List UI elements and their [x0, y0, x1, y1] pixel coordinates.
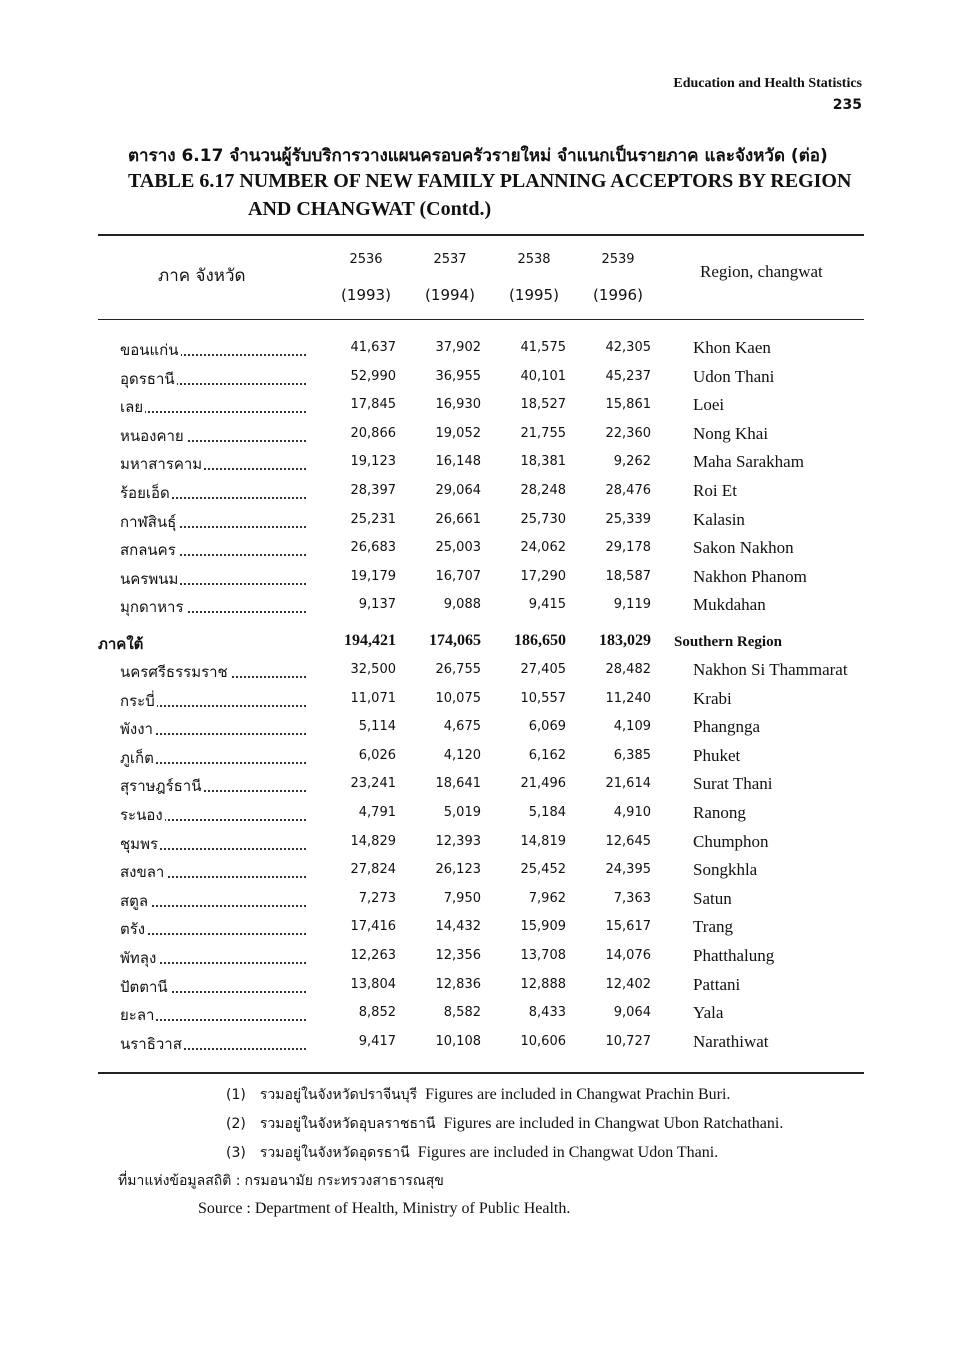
source-thai-text: กรมอนามัย กระทรวงสาธารณสุข	[244, 1173, 444, 1189]
footnote-mark: (1)	[226, 1087, 246, 1103]
value-cell: 17,416	[350, 919, 396, 935]
footnote-mark: (3)	[226, 1145, 246, 1161]
value-cell: 25,730	[520, 511, 566, 527]
changwat-eng: Phangnga	[693, 717, 761, 737]
value-cell: 28,248	[520, 483, 566, 498]
value-cell: 29,178	[605, 540, 651, 556]
value-cell: 9,137	[358, 597, 396, 613]
region-total-row	[0, 632, 966, 660]
table-row	[0, 452, 966, 480]
changwat-thai	[120, 424, 186, 448]
table-row	[0, 660, 966, 688]
changwat-thai	[120, 774, 203, 798]
value-cell: 26,683	[350, 540, 396, 556]
changwat-eng: Ranong	[693, 803, 746, 822]
value-cell: 15,861	[605, 397, 651, 413]
footnote-thai: รวมอยู่ในจังหวัดปราจีนบุรี	[259, 1087, 418, 1103]
value-cell: 25,003	[435, 540, 481, 556]
value-cell: 40,101	[520, 368, 566, 384]
leader-dots	[120, 395, 306, 417]
value-cell: 26,755	[435, 662, 481, 677]
year-header-be: 2537	[433, 252, 467, 267]
value-cell: 7,363	[613, 890, 651, 906]
value-cell: 45,237	[605, 368, 651, 384]
table-top-rule	[98, 234, 864, 236]
value-cell: 12,888	[520, 976, 566, 992]
changwat-thai-label: เลย	[120, 398, 144, 417]
value-cell: 7,950	[443, 890, 481, 906]
value-cell: 14,829	[350, 833, 396, 849]
value-cell: 21,614	[605, 776, 651, 792]
value-cell: 28,482	[605, 662, 651, 677]
changwat-thai-label: มุกดาหาร	[120, 598, 184, 617]
changwat-thai	[120, 481, 172, 505]
source-thai-line	[118, 1170, 444, 1192]
value-cell: 13,708	[520, 948, 566, 963]
changwat-thai-label: ภูเก็ต	[120, 748, 154, 767]
value-cell: 12,356	[435, 948, 481, 963]
page-number: 235	[832, 97, 862, 113]
value-cell: 12,645	[605, 833, 651, 849]
value-cell: 14,076	[605, 948, 651, 963]
value-cell: 52,990	[350, 368, 396, 384]
value-cell: 26,661	[435, 511, 481, 527]
source-eng-line	[198, 1200, 570, 1218]
changwat-eng: Nakhon Phanom	[693, 566, 807, 586]
changwat-thai	[120, 946, 158, 970]
value-cell: 21,496	[520, 776, 566, 792]
table-title-eng-line1: TABLE 6.17 NUMBER OF NEW FAMILY PLANNING ACCEPTORS BY REGION	[128, 170, 852, 192]
changwat-thai	[120, 452, 204, 476]
changwat-thai	[120, 832, 160, 856]
changwat-thai-label: พัทลุง	[120, 949, 157, 967]
table-row	[0, 975, 966, 1003]
value-cell: 4,120	[443, 747, 481, 763]
changwat-thai	[120, 1003, 156, 1027]
value-cell: 37,902	[435, 340, 481, 355]
changwat-eng: Udon Thani	[693, 366, 775, 386]
value-cell: 32,500	[350, 662, 396, 677]
table-row	[0, 1003, 966, 1031]
value-cell: 18,381	[520, 454, 566, 470]
changwat-eng: Chumphon	[693, 831, 769, 851]
changwat-thai	[120, 338, 181, 362]
value-cell: 18,527	[520, 397, 566, 413]
changwat-thai-label: ภาคใต้	[98, 635, 144, 653]
value-cell: 9,415	[528, 597, 566, 613]
value-cell: 14,819	[520, 833, 566, 849]
table-row	[0, 746, 966, 774]
running-header: Education and Health Statistics	[673, 76, 862, 91]
changwat-thai-label: ชุมพร	[120, 834, 159, 853]
source-eng-text: Department of Health, Ministry of Public Health.	[254, 1200, 571, 1217]
value-cell: 186,650	[514, 632, 566, 649]
value-cell: 16,148	[435, 454, 481, 470]
value-cell: 194,421	[344, 632, 396, 649]
table-row	[0, 774, 966, 802]
value-cell: 9,088	[443, 597, 481, 613]
changwat-thai	[120, 538, 178, 562]
changwat-eng: Maha Sarakham	[693, 452, 804, 472]
changwat-eng: Nong Khai	[693, 423, 769, 443]
value-cell: 4,791	[358, 805, 396, 820]
table-row	[0, 889, 966, 917]
changwat-eng: Phuket	[693, 745, 741, 765]
year-header-ad: (1993)	[341, 286, 391, 304]
table-title-thai: ตาราง 6.17 จำนวนผู้รับบริการวางแผนครอบครัวรายใหม่ จำแนกเป็นรายภาค และจังหวัด (ต่อ)	[128, 146, 828, 166]
table-bottom-rule	[98, 1072, 864, 1074]
table-row	[0, 424, 966, 452]
value-cell: 6,162	[528, 747, 566, 763]
value-cell: 41,637	[350, 340, 396, 355]
changwat-thai	[120, 889, 150, 913]
value-cell: 15,909	[520, 919, 566, 935]
value-cell: 10,727	[605, 1033, 651, 1049]
value-cell: 183,029	[599, 632, 651, 649]
changwat-thai-label: สงขลา	[120, 863, 165, 882]
value-cell: 4,109	[613, 719, 651, 735]
value-cell: 7,962	[528, 890, 566, 906]
table-row	[0, 917, 966, 945]
changwat-eng: Surat Thani	[693, 774, 773, 794]
header-bottom-rule	[98, 319, 864, 320]
changwat-thai	[120, 595, 186, 619]
value-cell: 42,305	[605, 340, 651, 355]
value-cell: 9,119	[613, 597, 651, 613]
value-cell: 14,432	[435, 919, 481, 935]
table-row	[0, 538, 966, 566]
value-cell: 9,262	[613, 454, 651, 470]
value-cell: 6,026	[358, 747, 396, 763]
value-cell: 25,452	[520, 862, 566, 878]
changwat-thai-label: ร้อยเอ็ด	[120, 484, 170, 502]
changwat-eng: Khon Kaen	[693, 338, 771, 357]
table-row	[0, 367, 966, 395]
value-cell: 17,290	[520, 568, 566, 584]
changwat-thai	[120, 395, 145, 419]
changwat-thai-label: ยะลา	[120, 1006, 155, 1025]
leader-dots	[120, 917, 306, 939]
changwat-thai	[120, 717, 155, 741]
changwat-thai	[98, 632, 145, 656]
footnote	[226, 1113, 783, 1135]
changwat-thai-label: ปัตตานี	[120, 977, 168, 996]
table-row	[0, 595, 966, 623]
table-row	[0, 481, 966, 509]
value-cell: 16,930	[435, 397, 481, 413]
changwat-thai	[120, 660, 230, 684]
year-header-be: 2536	[349, 252, 383, 267]
changwat-thai-label: สกลนคร	[120, 541, 176, 560]
value-cell: 11,071	[350, 690, 396, 706]
value-cell: 28,476	[605, 483, 651, 498]
changwat-thai-label: กาฬสินธุ์	[120, 512, 177, 531]
value-cell: 36,955	[435, 368, 481, 384]
changwat-thai	[120, 860, 166, 884]
changwat-thai-label: นครศรีธรรมราช	[120, 663, 228, 681]
value-cell: 8,582	[443, 1005, 481, 1021]
changwat-eng: Southern Region	[674, 634, 782, 650]
value-cell: 18,641	[435, 776, 481, 792]
value-cell: 22,360	[605, 425, 651, 441]
year-header-be: 2538	[517, 252, 551, 267]
changwat-eng: Satun	[693, 888, 732, 908]
changwat-eng: Mukdahan	[693, 595, 766, 615]
changwat-eng: Kalasin	[693, 509, 745, 529]
changwat-thai-label: อุดรธานี	[120, 369, 175, 388]
table-title-eng-line2: AND CHANGWAT (Contd.)	[248, 198, 492, 220]
year-header-ad: (1995)	[509, 286, 559, 304]
changwat-eng: Loei	[693, 395, 725, 415]
changwat-eng: Sakon Nakhon	[693, 538, 794, 558]
value-cell: 27,405	[520, 662, 566, 677]
changwat-thai-label: ตรัง	[120, 920, 146, 939]
value-cell: 7,273	[358, 890, 396, 906]
footnote-mark: (2)	[226, 1116, 246, 1132]
table-row	[0, 395, 966, 423]
changwat-eng: Songkhla	[693, 860, 758, 880]
footnote-thai: รวมอยู่ในจังหวัดอุบลราชธานี	[259, 1116, 436, 1132]
value-cell: 13,804	[350, 976, 396, 992]
source-thai-label: ที่มาแห่งข้อมูลสถิติ :	[118, 1173, 241, 1189]
changwat-eng: Narathiwat	[693, 1031, 769, 1051]
changwat-eng: Trang	[693, 917, 733, 937]
footnote	[226, 1084, 730, 1106]
value-cell: 5,019	[443, 805, 481, 820]
source-eng-label: Source :	[198, 1200, 251, 1217]
value-cell: 12,402	[605, 976, 651, 992]
footnote-thai: รวมอยู่ในจังหวัดอุดรธานี	[259, 1145, 410, 1161]
table-row	[0, 1032, 966, 1060]
value-cell: 15,617	[605, 919, 651, 935]
table-row	[0, 803, 966, 831]
table-row	[0, 510, 966, 538]
changwat-thai	[120, 746, 156, 770]
value-cell: 16,707	[435, 568, 481, 584]
value-cell: 26,123	[435, 862, 481, 878]
value-cell: 41,575	[520, 340, 566, 355]
column-header-thai: ภาค จังหวัด	[158, 266, 246, 286]
changwat-thai-label: สตูล	[120, 891, 149, 910]
value-cell: 23,241	[350, 776, 396, 792]
changwat-thai	[120, 567, 180, 591]
value-cell: 8,433	[528, 1005, 566, 1021]
value-cell: 28,397	[350, 483, 396, 498]
changwat-thai-label: ขอนแก่น	[120, 341, 179, 359]
changwat-eng: Krabi	[693, 688, 732, 708]
value-cell: 19,052	[435, 425, 481, 441]
year-header-be: 2539	[601, 252, 635, 267]
changwat-thai	[120, 1032, 184, 1056]
table-row	[0, 946, 966, 974]
value-cell: 5,184	[528, 805, 566, 820]
value-cell: 19,123	[350, 454, 396, 470]
year-header-ad: (1994)	[425, 286, 475, 304]
value-cell: 21,755	[520, 425, 566, 441]
changwat-thai-label: นราธิวาส	[120, 1034, 182, 1053]
value-cell: 25,231	[350, 511, 396, 527]
changwat-thai	[120, 803, 165, 827]
table-row	[0, 860, 966, 888]
value-cell: 9,064	[613, 1005, 651, 1021]
changwat-thai-label: มหาสารคาม	[120, 455, 203, 474]
value-cell: 17,845	[350, 397, 396, 413]
value-cell: 8,852	[358, 1005, 396, 1021]
value-cell: 24,062	[520, 540, 566, 556]
value-cell: 5,114	[358, 719, 396, 735]
value-cell: 20,866	[350, 425, 396, 441]
value-cell: 6,069	[528, 719, 566, 735]
value-cell: 174,065	[429, 632, 481, 649]
value-cell: 10,108	[435, 1033, 481, 1049]
value-cell: 27,824	[350, 862, 396, 878]
table-row	[0, 567, 966, 595]
table-row	[0, 717, 966, 745]
changwat-thai-label: กระบี่	[120, 691, 155, 710]
value-cell: 9,417	[358, 1033, 396, 1049]
value-cell: 12,836	[435, 976, 481, 992]
value-cell: 10,606	[520, 1033, 566, 1049]
table-row	[0, 338, 966, 366]
changwat-eng: Phatthalung	[693, 946, 775, 965]
value-cell: 29,064	[435, 483, 481, 498]
value-cell: 18,587	[605, 568, 651, 584]
changwat-thai-label: นครพนม	[120, 569, 179, 588]
changwat-thai	[120, 510, 178, 534]
changwat-thai-label: หนองคาย	[120, 426, 184, 445]
value-cell: 6,385	[613, 747, 651, 763]
footnote-eng: Figures are included in Changwat Udon Thani.	[417, 1144, 719, 1161]
changwat-eng: Pattani	[693, 974, 741, 994]
value-cell: 11,240	[605, 690, 651, 706]
table-row	[0, 689, 966, 717]
changwat-eng: Roi Et	[693, 481, 737, 500]
table-row	[0, 832, 966, 860]
column-header-region: Region, changwat	[700, 262, 823, 281]
value-cell: 12,263	[350, 948, 396, 963]
footnote-eng: Figures are included in Changwat Prachin Buri.	[425, 1086, 731, 1103]
footnote-eng: Figures are included in Changwat Ubon Ratchathani.	[443, 1115, 784, 1132]
footnote	[226, 1142, 718, 1164]
changwat-thai	[120, 975, 170, 999]
value-cell: 25,339	[605, 511, 651, 527]
changwat-thai	[120, 689, 157, 713]
value-cell: 10,075	[435, 690, 481, 706]
changwat-thai-label: พังงา	[120, 720, 153, 739]
value-cell: 19,179	[350, 568, 396, 584]
changwat-eng: Nakhon Si Thammarat	[693, 660, 848, 679]
changwat-thai-label: ระนอง	[120, 806, 163, 824]
value-cell: 4,910	[613, 805, 651, 820]
value-cell: 12,393	[435, 833, 481, 849]
changwat-eng: Yala	[693, 1003, 724, 1023]
year-header-ad: (1996)	[593, 286, 643, 304]
changwat-thai-label: สุราษฎร์ธานี	[120, 777, 202, 796]
changwat-thai	[120, 367, 177, 391]
changwat-thai	[120, 917, 147, 941]
value-cell: 10,557	[520, 690, 566, 706]
value-cell: 24,395	[605, 862, 651, 878]
value-cell: 4,675	[443, 719, 481, 735]
